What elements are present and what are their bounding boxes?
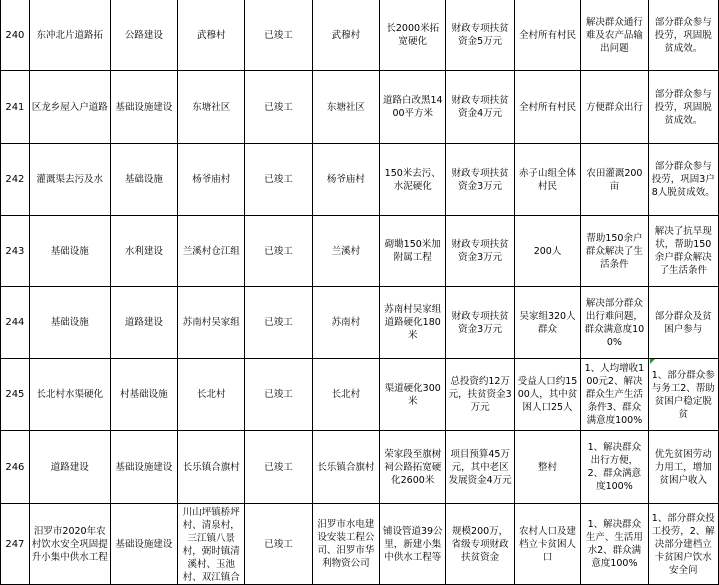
cell-type[interactable]: 水利建设 (110, 216, 177, 287)
cell-unit[interactable]: 汨罗市水电建设安装工程公司、汨罗市华利物资公司 (312, 504, 379, 585)
cell-no[interactable]: 245 (1, 359, 30, 431)
cell-content[interactable]: 长2000米拓宽硬化 (380, 0, 446, 71)
cell-type[interactable]: 道路建设 (110, 287, 177, 359)
cell-mechanism[interactable]: 解决了抗旱现状，帮助150余户群众解决了生活条件 (648, 216, 718, 287)
cell-status[interactable]: 已竣工 (245, 0, 312, 71)
cell-beneficiary[interactable]: 200人 (514, 216, 580, 287)
cell-beneficiary[interactable]: 全村所有村民 (514, 71, 580, 144)
cell-type[interactable]: 基础设施建设 (110, 504, 177, 585)
table-row (1, 216, 719, 287)
cell-effect[interactable]: 1、解决群众生产、生活用水2、群众满意度100% (581, 504, 648, 585)
cell-location[interactable]: 长乐镇合旗村 (178, 431, 245, 504)
cell-beneficiary[interactable]: 整村 (514, 431, 580, 504)
cell-fund[interactable]: 财政专项扶贫资金3万元 (446, 287, 514, 359)
cell-content[interactable]: 荣家段至旗树祠公路拓宽硬化2600米 (380, 431, 446, 504)
cell-effect[interactable]: 1、解决群众出行方便，2、群众满意度100% (581, 431, 648, 504)
cell-status[interactable]: 已竣工 (245, 144, 312, 216)
cell-type[interactable]: 基础设施建设 (110, 431, 177, 504)
cell-type[interactable]: 村基础设施 (110, 359, 177, 431)
cell-no[interactable]: 243 (1, 216, 30, 287)
cell-location[interactable]: 苏南村吴家组 (178, 287, 245, 359)
cell-name[interactable]: 东冲北片道路拓 (29, 0, 110, 71)
cell-status[interactable]: 已竣工 (245, 71, 312, 144)
cell-effect[interactable]: 解决部分群众出行难问题，群众满意度100% (581, 287, 648, 359)
cell-content[interactable]: 道路白改黑1400平方米 (380, 71, 446, 144)
cell-effect[interactable]: 农田灌溉200亩 (581, 144, 648, 216)
cell-status[interactable]: 已竣工 (245, 431, 312, 504)
cell-location[interactable]: 兰溪村仓江组 (178, 216, 245, 287)
cell-fund[interactable]: 规模200万，省级专项财政扶贫资金 (446, 504, 514, 585)
cell-fund[interactable]: 财政专项扶贫资金3万元 (446, 216, 514, 287)
cell-unit[interactable]: 长北村 (312, 359, 379, 431)
cell-type[interactable]: 基础设施建设 (110, 71, 177, 144)
cell-unit[interactable]: 苏南村 (312, 287, 379, 359)
cell-comment-marker (650, 359, 655, 364)
cell-location[interactable]: 杨爷庙村 (178, 144, 245, 216)
cell-mechanism[interactable]: 优先贫困劳动力用工，增加贫困户收入 (648, 431, 718, 504)
cell-name[interactable]: 基础设施 (29, 287, 110, 359)
cell-no[interactable]: 242 (1, 144, 30, 216)
cell-content[interactable]: 砌墈150米加附属工程 (380, 216, 446, 287)
cell-no[interactable]: 240 (1, 0, 30, 71)
cell-status[interactable]: 已竣工 (245, 504, 312, 585)
cell-status[interactable]: 已竣工 (245, 359, 312, 431)
cell-location[interactable]: 东塘社区 (178, 71, 245, 144)
cell-content[interactable]: 渠道硬化300米 (380, 359, 446, 431)
table-row (1, 504, 719, 585)
cell-name[interactable]: 长北村水渠硬化 (29, 359, 110, 431)
cell-no[interactable]: 241 (1, 71, 30, 144)
cell-mechanism[interactable]: 部分群众参与投劳，巩固3户8人脱贫成效。 (648, 144, 718, 216)
cell-fund[interactable]: 财政专项扶贫资金5万元 (446, 0, 514, 71)
cell-fund[interactable]: 财政专项扶贫资金3万元 (446, 144, 514, 216)
cell-effect[interactable]: 帮助150余户群众解决了生活条件 (581, 216, 648, 287)
cell-beneficiary[interactable]: 受益人口约1500人，其中贫困人口25人 (514, 359, 580, 431)
cell-effect[interactable]: 1、人均增收100元2、解决群众生产生活条件3、群众满意度100% (581, 359, 648, 431)
cell-beneficiary[interactable]: 赤子山组全体村民 (514, 144, 580, 216)
cell-mechanism[interactable]: 部分群众参与投劳，巩固脱贫成效。 (648, 0, 718, 71)
table-row (1, 431, 719, 504)
cell-fund[interactable]: 项目预算45万元，其中老区发展资金4万元 (446, 431, 514, 504)
cell-name[interactable]: 汨罗市2020年农村饮水安全巩固提升小集中供水工程 (29, 504, 110, 585)
cell-type[interactable]: 公路建设 (110, 0, 177, 71)
cell-mechanism[interactable]: 部分群众及贫困户参与 (648, 287, 718, 359)
cell-content[interactable]: 铺设管道39公里，新建小集中供水工程等 (380, 504, 446, 585)
cell-unit[interactable]: 兰溪村 (312, 216, 379, 287)
cell-beneficiary[interactable]: 全村所有村民 (514, 0, 580, 71)
cell-content[interactable]: 150米去污、水泥硬化 (380, 144, 446, 216)
table-row (1, 144, 719, 216)
cell-location[interactable]: 武穆村 (178, 0, 245, 71)
cell-unit[interactable]: 东塘社区 (312, 71, 379, 144)
table-row (1, 287, 719, 359)
cell-fund[interactable]: 财政专项扶贫资金4万元 (446, 71, 514, 144)
cell-type[interactable]: 基础设施 (110, 144, 177, 216)
cell-beneficiary[interactable]: 农村人口及建档立卡贫困人口 (514, 504, 580, 585)
cell-effect[interactable]: 解决群众通行难及农产品输出问题 (581, 0, 648, 71)
cell-name[interactable]: 灌溉渠去污及水 (29, 144, 110, 216)
cell-name[interactable]: 区龙乡屋入户道路 (29, 71, 110, 144)
table-row (1, 71, 719, 144)
cell-mechanism[interactable]: 1、部分群众参与务工2、帮助贫困户稳定脱贫 (648, 359, 718, 431)
cell-unit[interactable]: 武穆村 (312, 0, 379, 71)
table-row (1, 359, 719, 431)
cell-effect[interactable]: 方便群众出行 (581, 71, 648, 144)
cell-location[interactable]: 长北村 (178, 359, 245, 431)
cell-mechanism[interactable]: 1、部分群众投工投劳，2、解决部分建档立卡贫困户饮水安全问 (648, 504, 718, 585)
cell-mechanism[interactable]: 部分群众参与投劳，巩固脱贫成效。 (648, 71, 718, 144)
cell-location[interactable]: 川山坪镇桥坪村、清泉村，三江镇八景村，弼时镇清溪村、玉池村、双江镇合 (178, 504, 245, 585)
cell-no[interactable]: 247 (1, 504, 30, 585)
cell-beneficiary[interactable]: 吴家组320人群众 (514, 287, 580, 359)
cell-fund[interactable]: 总投资约12万元，扶贫资金3万元 (446, 359, 514, 431)
cell-unit[interactable]: 杨爷庙村 (312, 144, 379, 216)
cell-status[interactable]: 已竣工 (245, 287, 312, 359)
cell-name[interactable]: 道路建设 (29, 431, 110, 504)
cell-no[interactable]: 244 (1, 287, 30, 359)
cell-no[interactable]: 246 (1, 431, 30, 504)
cell-content[interactable]: 苏南村吴家组道路硬化180米 (380, 287, 446, 359)
cell-status[interactable]: 已竣工 (245, 216, 312, 287)
cell-unit[interactable]: 长乐镇合旗村 (312, 431, 379, 504)
cell-name[interactable]: 基础设施 (29, 216, 110, 287)
table-row (1, 0, 719, 71)
